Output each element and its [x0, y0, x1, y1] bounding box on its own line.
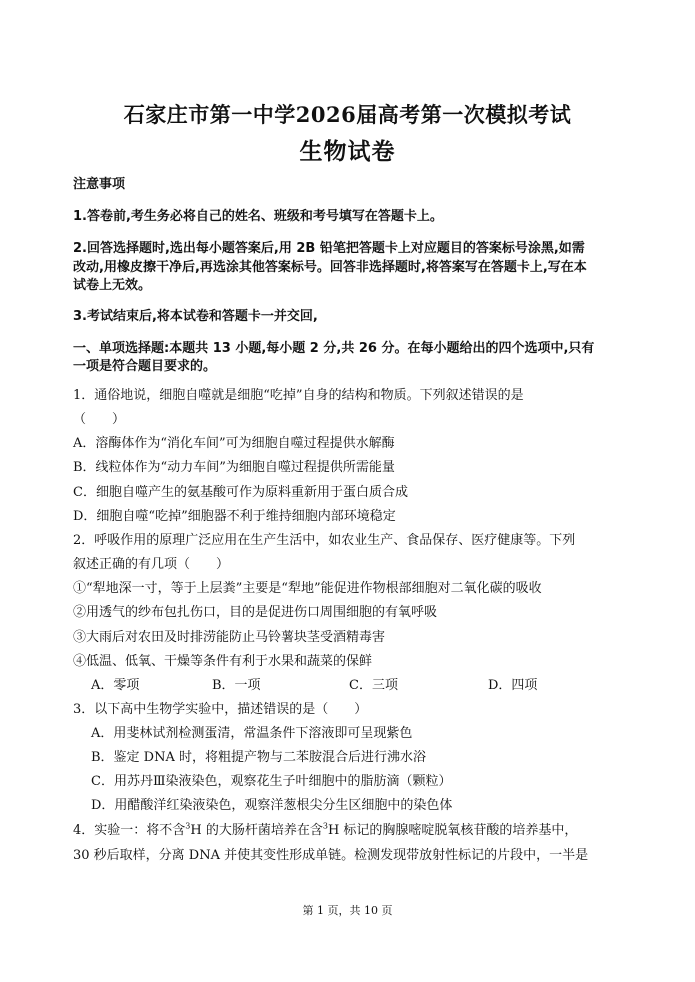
- q1-option-a: A．溶酶体作为“消化车间”可为细胞自噬过程提供水解酶: [73, 436, 395, 451]
- subject-title: 生物试卷: [299, 138, 396, 165]
- page-number-footer: 第 1 页，共 10 页: [302, 904, 393, 917]
- q4-text-part-1: 4．实验一：将不含: [73, 823, 186, 838]
- q1-option-d: D．细胞自噬“吃掉”细胞器不利于维持细胞内部环境稳定: [73, 509, 396, 524]
- section-1-instruction-line-2: 一项是符合题目要求的。: [73, 359, 217, 374]
- q2-option-c: C．三项: [349, 678, 398, 693]
- q1-option-c: C．细胞自噬产生的氨基酸可作为原料重新用于蛋白质合成: [73, 485, 408, 500]
- q4-stem-line-1: [73, 822, 633, 840]
- notice-item-1: 1.答卷前,考生务必将自己的姓名、班级和考号填写在答题卡上。: [73, 209, 443, 224]
- q4-text-part-2: H 的大肠杆菌培养在含: [190, 823, 323, 838]
- section-1-instruction-line-1: 一、单项选择题:本题共 13 小题,每小题 2 分,共 26 分。在每小题给出的四个选项中,只有: [73, 341, 595, 356]
- q4-stem-line-2: 30 秒后取样，分离 DNA 并使其变性形成单链。检测发现带放射性标记的片段中，一半是: [73, 848, 589, 863]
- q2-statement-1: ①“犁地深一寸，等于上层粪”主要是“犁地”能促进作物根部细胞对二氧化碳的吸收: [73, 581, 542, 596]
- q2-statement-2: ②用透气的纱布包扎伤口，目的是促进伤口周围细胞的有氧呼吸: [73, 605, 438, 620]
- exam-title: 石家庄市第一中学2026届高考第一次模拟考试: [123, 102, 572, 127]
- q2-stem-line-1: 2．呼吸作用的原理广泛应用在生产生活中，如农业生产、食品保存、医疗健康等。下列: [73, 533, 576, 548]
- q3-option-d: D．用醋酸洋红染液染色，观察洋葱根尖分生区细胞中的染色体: [91, 798, 453, 813]
- notice-item-3: 3.考试结束后,将本试卷和答题卡一并交回,: [73, 309, 318, 324]
- q3-option-a: A．用斐林试剂检测蛋清，常温条件下溶液即可呈现紫色: [91, 726, 413, 741]
- notice-item-2-line-3: 试卷上无效。: [73, 278, 152, 293]
- notice-item-2-line-2: 改动,用橡皮擦干净后,再选涂其他答案标号。回答非选择题时,将答案写在答题卡上,写在本: [73, 260, 587, 275]
- q2-statement-4: ④低温、低氧、干燥等条件有利于水果和蔬菜的保鲜: [73, 654, 373, 669]
- notice-heading: 注意事项: [73, 177, 126, 192]
- q3-option-b: B．鉴定 DNA 时，将粗提产物与二苯胺混合后进行沸水浴: [91, 750, 427, 765]
- q2-option-a: A．零项: [91, 678, 140, 693]
- notice-item-2-line-1: 2.回答选择题时,选出每小题答案后,用 2B 铅笔把答题卡上对应题目的答案标号涂黑,如需: [73, 241, 585, 256]
- q2-stem-line-2: 叙述正确的有几项（ ）: [73, 557, 230, 572]
- q2-option-d: D．四项: [488, 678, 538, 693]
- q2-statement-3: ③大雨后对农田及时排涝能防止马铃薯块茎受酒精毒害: [73, 630, 386, 645]
- q1-answer-paren: （ ）: [73, 412, 126, 427]
- q4-superscript-2: 3: [322, 821, 328, 831]
- q1-stem: 1．通俗地说，细胞自噬就是细胞“吃掉”自身的结构和物质。下列叙述错误的是: [73, 388, 524, 403]
- q3-stem: 3．以下高中生物学实验中，描述错误的是（ ）: [73, 702, 368, 717]
- q1-option-b: B．线粒体作为“动力车间”为细胞自噬过程提供所需能量: [73, 460, 395, 475]
- q4-superscript-1: 3: [185, 821, 191, 831]
- q2-option-b: B．一项: [212, 678, 261, 693]
- q4-text-part-3: H 标记的胸腺嘧啶脱氧核苷酸的培养基中，: [327, 823, 578, 838]
- q3-option-c: C．用苏丹Ⅲ染液染色，观察花生子叶细胞中的脂肪滴（颗粒）: [91, 774, 452, 789]
